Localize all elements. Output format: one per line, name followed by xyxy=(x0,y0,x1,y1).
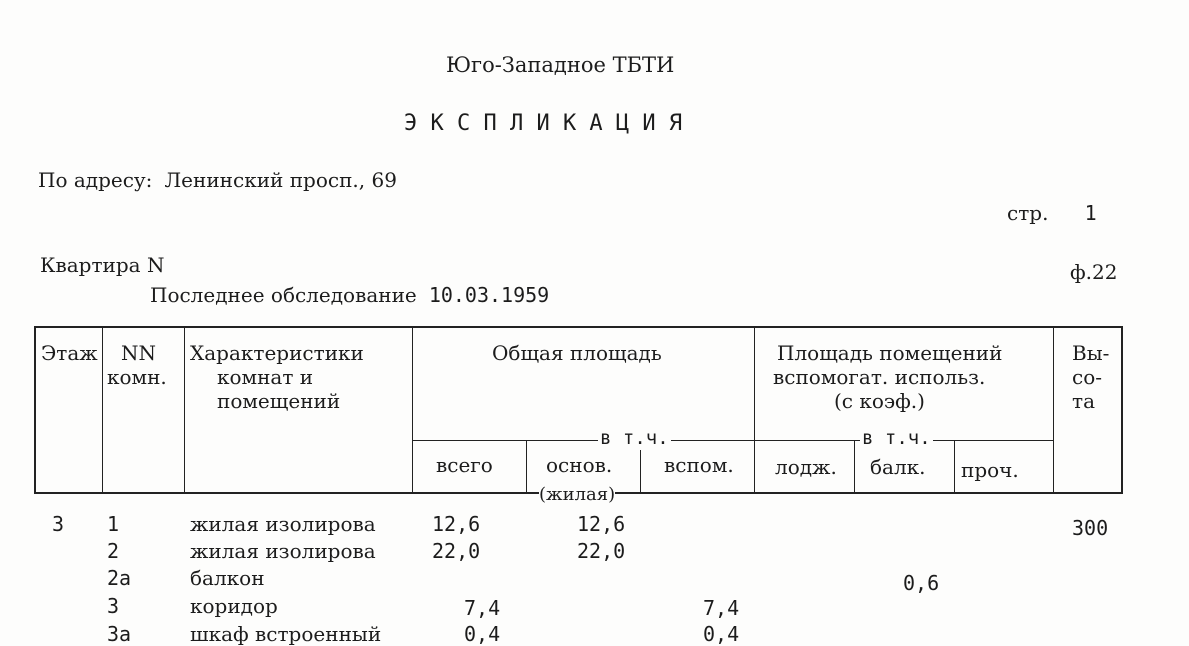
header-desc-3: помещений xyxy=(217,389,341,413)
row-room-no: 3 xyxy=(107,594,120,618)
col-divider xyxy=(1053,328,1054,494)
office-name: Юго-Западное ТБТИ xyxy=(446,53,675,77)
row-desc: жилая изолирова xyxy=(190,539,376,563)
row-balcony: 0,6 xyxy=(903,571,940,595)
row-desc: коридор xyxy=(190,594,278,618)
row-main: 12,6 xyxy=(577,512,626,536)
col-divider xyxy=(102,328,103,494)
row-desc: шкаф встроенный xyxy=(190,622,382,646)
row-total: 12,6 xyxy=(432,512,481,536)
col-divider xyxy=(954,440,955,494)
row-total: 22,0 xyxy=(432,539,481,563)
row-total: 0,4 xyxy=(464,622,501,646)
header-aux-3: (с коэф.) xyxy=(834,389,925,413)
col-divider xyxy=(184,328,185,494)
row-aux: 7,4 xyxy=(703,596,740,620)
header-other: проч. xyxy=(961,458,1019,482)
header-main: основ. xyxy=(546,453,613,477)
address-line xyxy=(38,168,397,192)
header-floor: Этаж xyxy=(41,341,98,365)
header-height-3: та xyxy=(1072,389,1095,413)
row-floor: 3 xyxy=(52,512,65,536)
row-total: 7,4 xyxy=(464,596,501,620)
row-room-no: 2 xyxy=(107,539,120,563)
row-aux: 0,4 xyxy=(703,622,740,646)
row-main: 22,0 xyxy=(577,539,626,563)
header-loggia: лодж. xyxy=(775,455,837,479)
col-divider xyxy=(412,328,413,494)
row-room-no: 1 xyxy=(107,512,120,536)
form-code: ф.22 xyxy=(1070,260,1118,284)
page-value: 1 xyxy=(1084,201,1097,225)
header-height-1: Вы- xyxy=(1072,341,1110,365)
header-desc-1: Характеристики xyxy=(190,341,364,365)
col-divider xyxy=(754,328,755,494)
inspection-line xyxy=(150,283,549,307)
col-divider xyxy=(526,440,527,494)
header-room-no-1: NN xyxy=(121,341,156,365)
header-main-sub: (жилая) xyxy=(539,484,616,505)
row-desc: балкон xyxy=(190,566,265,590)
header-all: всего xyxy=(436,453,493,477)
header-balcony: балк. xyxy=(870,455,926,479)
header-incl-total: в т.ч. xyxy=(600,427,669,449)
header-aux: вспом. xyxy=(664,453,734,477)
document-title: Э К С П Л И К А Ц И Я xyxy=(404,111,683,136)
header-room-no-2: комн. xyxy=(107,365,167,389)
row-height: 300 xyxy=(1072,516,1109,540)
row-divider xyxy=(412,440,1053,441)
header-height-2: со- xyxy=(1072,365,1102,389)
row-room-no: 2а xyxy=(107,566,132,590)
row-desc: жилая изолирова xyxy=(190,512,376,536)
apartment-label: Квартира N xyxy=(40,253,165,277)
col-divider xyxy=(854,440,855,494)
inspection-date: 10.03.1959 xyxy=(428,283,550,307)
row-room-no: 3а xyxy=(107,622,132,646)
header-aux-2: вспомогат. использ. xyxy=(773,365,986,389)
header-total-area: Общая площадь xyxy=(492,341,662,365)
header-desc-2: комнат и xyxy=(217,365,314,389)
header-aux-1: Площадь помещений xyxy=(777,341,1003,365)
header-incl-aux: в т.ч. xyxy=(862,427,931,449)
inspection-label: Последнее обследование xyxy=(150,283,417,307)
address-value: Ленинский просп., 69 xyxy=(164,168,397,192)
address-label: По адресу: xyxy=(38,168,153,192)
page-number xyxy=(1007,201,1097,225)
page-label: стр. xyxy=(1007,201,1049,225)
